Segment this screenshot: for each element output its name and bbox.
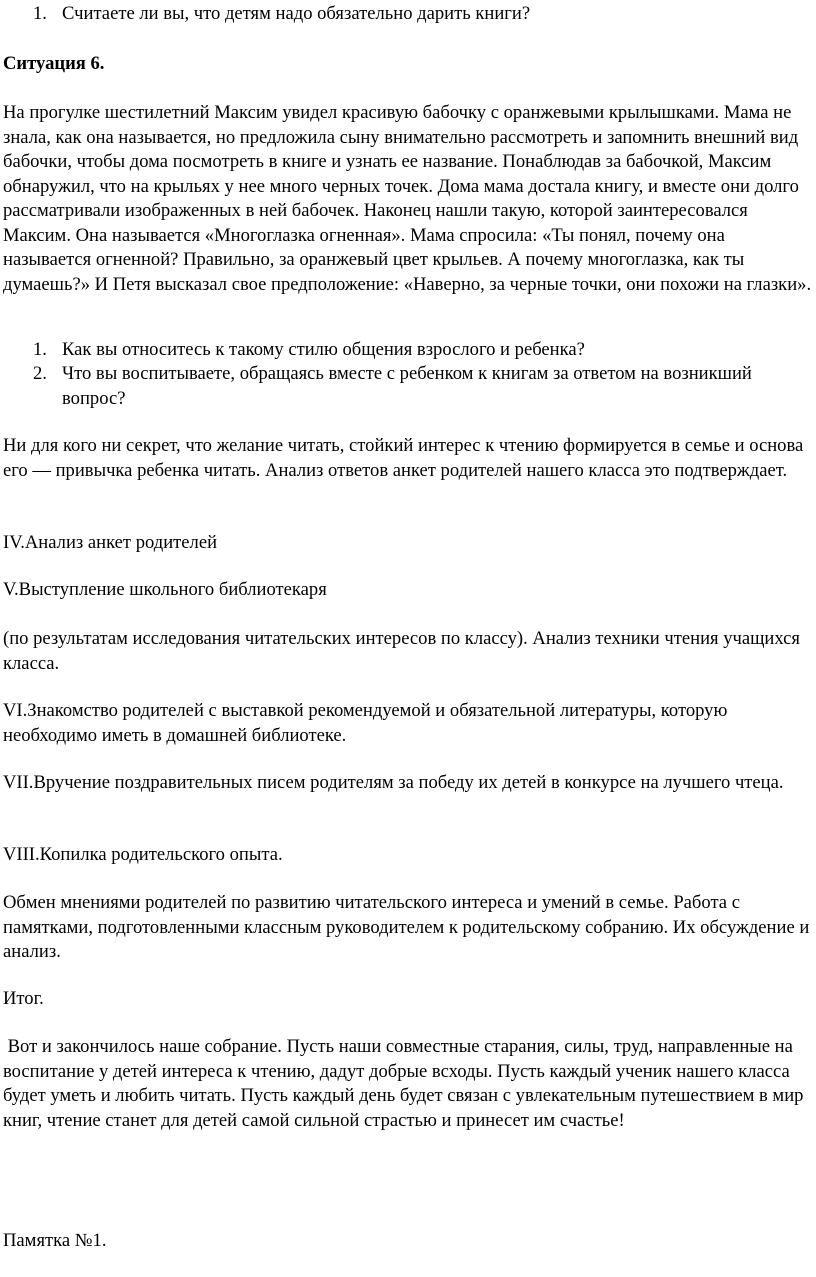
list-item-text: Что вы воспитываете, обращаясь вместе с ребенком к книгам за ответом на возникший вопрос? [62, 363, 752, 409]
section-iv-heading: IV.Анализ анкет родителей [3, 532, 218, 553]
summary-heading: Итог. [3, 988, 44, 1009]
list-number: 1. [33, 3, 47, 24]
memo-heading: Памятка №1. [3, 1230, 107, 1251]
section-viii-heading: VIII.Копилка родительского опыта. [3, 844, 283, 865]
list-number: 1. [33, 339, 47, 360]
situation-heading: Ситуация 6. [3, 53, 105, 74]
closing-paragraph: Вот и закончилось наше собрание. Пусть наши совместные старания, силы, труд, направленные на воспитание у детей интереса к чтению, дадут добрые всходы. Пусть каждый ученик нашего класса будет уметь и любить читать. Пусть каждый день будет связан с увлекательным путешествием в мир книг, чтение станет для детей самой сильной страстью и принесет им счастье! [3, 1036, 809, 1131]
section-vi-paragraph: VI.Знакомство родителей с выставкой рекомендуемой и обязательной литературы, которую необходимо иметь в домашней библиотеке. [3, 700, 728, 746]
interest-paragraph: Ни для кого ни секрет, что желание читать, стойкий интерес к чтению формируется в семье и основа его — привычка ребенка читать. Анализ ответов анкет родителей нашего класса это подтверждает. [3, 435, 804, 481]
section-vii-paragraph: VII.Вручение поздравительных писем родителям за победу их детей в конкурсе на лучшего чтеца. [3, 772, 784, 793]
list-item-text: Считаете ли вы, что детям надо обязательно дарить книги? [62, 3, 531, 24]
list-item-text: Как вы относитесь к такому стилю общения взрослого и ребенка? [62, 339, 585, 360]
section-v-heading: V.Выступление школьного библиотекаря [3, 579, 327, 600]
exchange-paragraph: Обмен мнениями родителей по развитию читательского интереса и умений в семье. Работа с памятками, подготовленными классным руководителем к родительскому собранию. Их обсуждение и анализ. [3, 892, 810, 962]
research-paragraph: (по результатам исследования читательских интересов по классу). Анализ техники чтения учащихся класса. [3, 628, 800, 674]
situation-paragraph: На прогулке шестилетний Максим увидел красивую бабочку с оранжевыми крылышками. Мама не знала, как она называется, но предложила сыну внимательно рассмотреть и запомнить внешний вид бабочки, чтобы дома посмотреть в книге и узнать ее название. Понаблюдав за бабочкой, Максим обнаружил, что на крыльях у нее много черных точек. Дома мама достала книгу, и вместе они долго рассматривали изображенных в ней бабочек. Наконец нашли такую, которой заинтересовался Максим. Она называется «Многоглазка огненная». Мама спросила: «Ты понял, почему она называется огненной? Правильно, за оранжевый цвет крыльев. А почему многоглазка, как ты думаешь?» И Петя высказал свое предположение: «Наверно, за черные точки, они похожи на глазки». [3, 102, 812, 295]
list-number: 2. [33, 363, 47, 384]
